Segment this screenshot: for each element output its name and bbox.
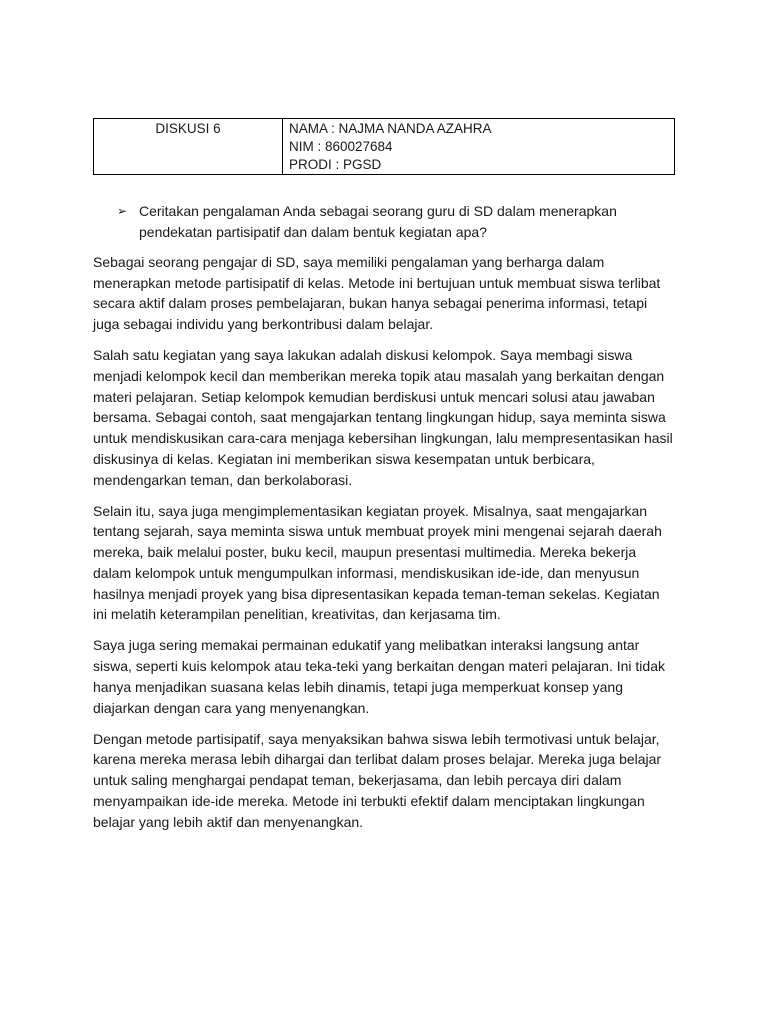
- paragraph: Salah satu kegiatan yang saya lakukan adalah diskusi kelompok. Saya membagi siswa menjadi kelompok kecil dan memberikan mereka topik atau masalah yang berkaitan dengan materi pelajaran. Setiap kelompok kemudian berdiskusi untuk mencari solusi atau jawaban bersama. Sebagai contoh, saat mengajarkan tentang lingkungan hidup, saya meminta siswa untuk mendiskusikan cara-cara menjaga kebersihan lingkungan, lalu mempresentasikan hasil diskusinya di kelas. Kegiatan ini memberikan siswa kesempatan untuk berbicara, mendengarkan teman, dan berkolaborasi.: [93, 347, 673, 488]
- paragraph: Selain itu, saya juga mengimplementasikan kegiatan proyek. Misalnya, saat mengajarkan tentang sejarah, saya meminta siswa untuk membuat proyek mini mengenai sejarah daerah mereka, baik melalui poster, buku kecil, maupun presentasi multimedia. Mereka bekerja dalam kelompok untuk mengumpulkan informasi, mendiskusikan ide-ide, dan menyusun hasilnya menjadi proyek yang bisa dipresentasikan kepada teman-teman sekelas. Kegiatan ini melatih keterampilan penelitian, kreativitas, dan kerjasama tim.: [93, 502, 662, 623]
- student-info-cell: [283, 119, 675, 175]
- question-text: Ceritakan pengalaman Anda sebagai seorang guru di SD dalam menerapkan pendekatan partisipatif dan dalam bentuk kegiatan apa?: [139, 203, 617, 240]
- student-prodi: PRODI : PGSD: [289, 157, 382, 172]
- discussion-label: DISKUSI 6: [155, 121, 221, 136]
- paragraph: Saya juga sering memakai permainan edukatif yang melibatkan interaksi langsung antar siswa, seperti kuis kelompok atau teka-teki yang berkaitan dengan materi pelajaran. Ini tidak hanya menjadikan suasana kelas lebih dinamis, tetapi juga memperkuat konsep yang diajarkan dengan cara yang menyenangkan.: [93, 637, 665, 716]
- paragraph: Sebagai seorang pengajar di SD, saya memiliki pengalaman yang berharga dalam menerapkan metode partisipatif di kelas. Metode ini bertujuan untuk membuat siswa terlibat secara aktif dalam proses pembelajaran, bukan hanya sebagai penerima informasi, tetapi juga sebagai individu yang berkontribusi dalam belajar.: [93, 254, 661, 333]
- header-table: [93, 118, 675, 175]
- answer-body: [93, 252, 676, 843]
- arrow-bullet-icon: ➢: [117, 204, 128, 218]
- student-nim: NIM : 860027684: [289, 139, 393, 154]
- student-name: NAMA : NAJMA NANDA AZAHRA: [289, 121, 492, 136]
- discussion-label-cell: [94, 119, 283, 175]
- paragraph: Dengan metode partisipatif, saya menyaksikan bahwa siswa lebih termotivasi untuk belajar, karena mereka merasa lebih dihargai dan terlibat dalam proses belajar. Mereka juga belajar untuk saling menghargai pendapat teman, bekerjasama, dan lebih percaya diri dalam menyampaikan ide-ide mereka. Metode ini terbukti efektif dalam menciptakan lingkungan belajar yang lebih aktif dan menyenangkan.: [93, 730, 662, 830]
- header-row: [94, 119, 675, 175]
